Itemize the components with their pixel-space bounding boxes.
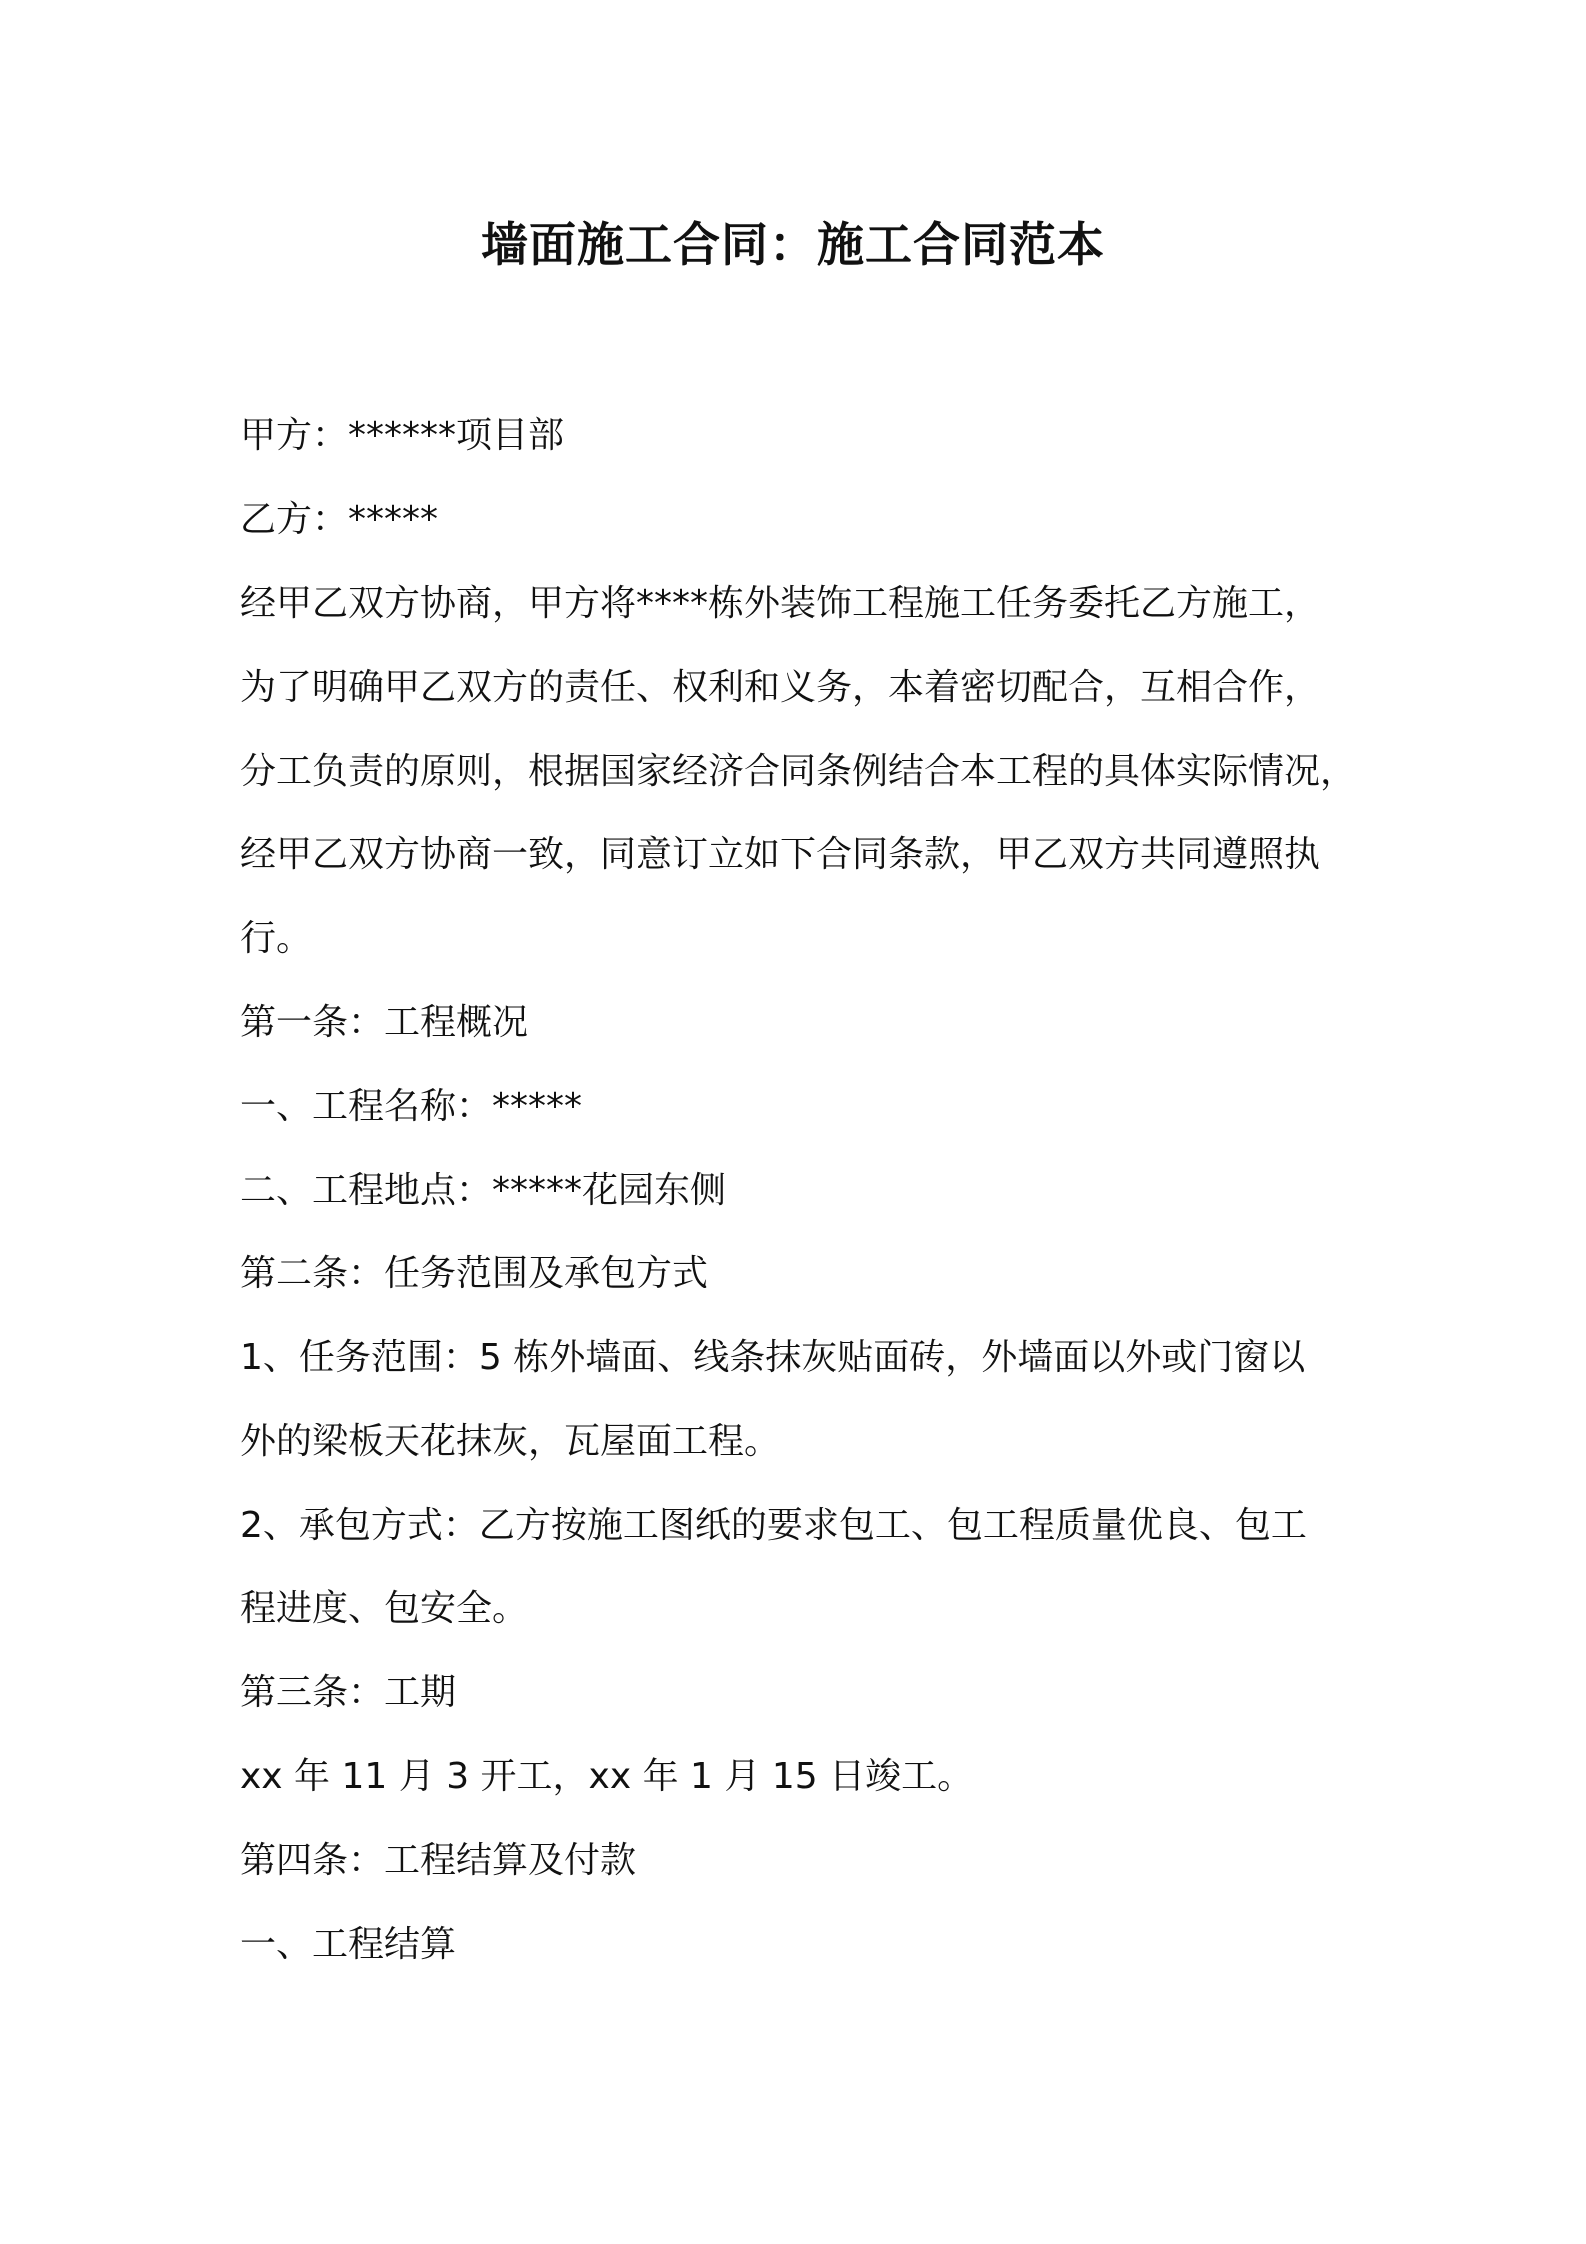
settlement-heading: 一、工程结算 [240,1924,457,1965]
intro-line: 经甲乙双方协商，甲方将****栋外装饰工程施工任务委托乙方施工， [240,583,1321,624]
intro-line: 经甲乙双方协商一致，同意订立如下合同条款，甲乙双方共同遵照执 [240,834,1321,875]
construction-period-line: xx 年 11 月 3 开工，xx 年 1 月 15 日竣工。 [240,1756,974,1797]
intro-line: 为了明确甲乙双方的责任、权利和义务，本着密切配合，互相合作， [240,667,1321,708]
project-name-line: 一、工程名称：***** [240,1086,583,1127]
contract-mode-line: 程进度、包安全。 [240,1588,529,1629]
contract-mode-line: 2、承包方式：乙方按施工图纸的要求包工、包工程质量优良、包工 [240,1505,1307,1546]
scope-line: 外的梁板天花抹灰，瓦屋面工程。 [240,1421,781,1462]
article3-heading: 第三条：工期 [240,1672,457,1713]
scope-line: 1、任务范围：5 栋外墙面、线条抹灰贴面砖，外墙面以外或门窗以 [240,1337,1306,1378]
article2-heading: 第二条：任务范围及承包方式 [240,1253,709,1294]
article1-heading: 第一条：工程概况 [240,1002,529,1043]
intro-line: 行。 [240,918,313,959]
intro-line: 分工负责的原则，根据国家经济合同条例结合本工程的具体实际情况， [240,751,1357,792]
party-b-line: 乙方：***** [240,499,439,540]
article4-heading: 第四条：工程结算及付款 [240,1840,637,1881]
project-location-line: 二、工程地点：*****花园东侧 [240,1170,727,1211]
document-title: 墙面施工合同：施工合同范本 [481,218,1105,273]
party-a-line: 甲方：******项目部 [240,415,565,456]
